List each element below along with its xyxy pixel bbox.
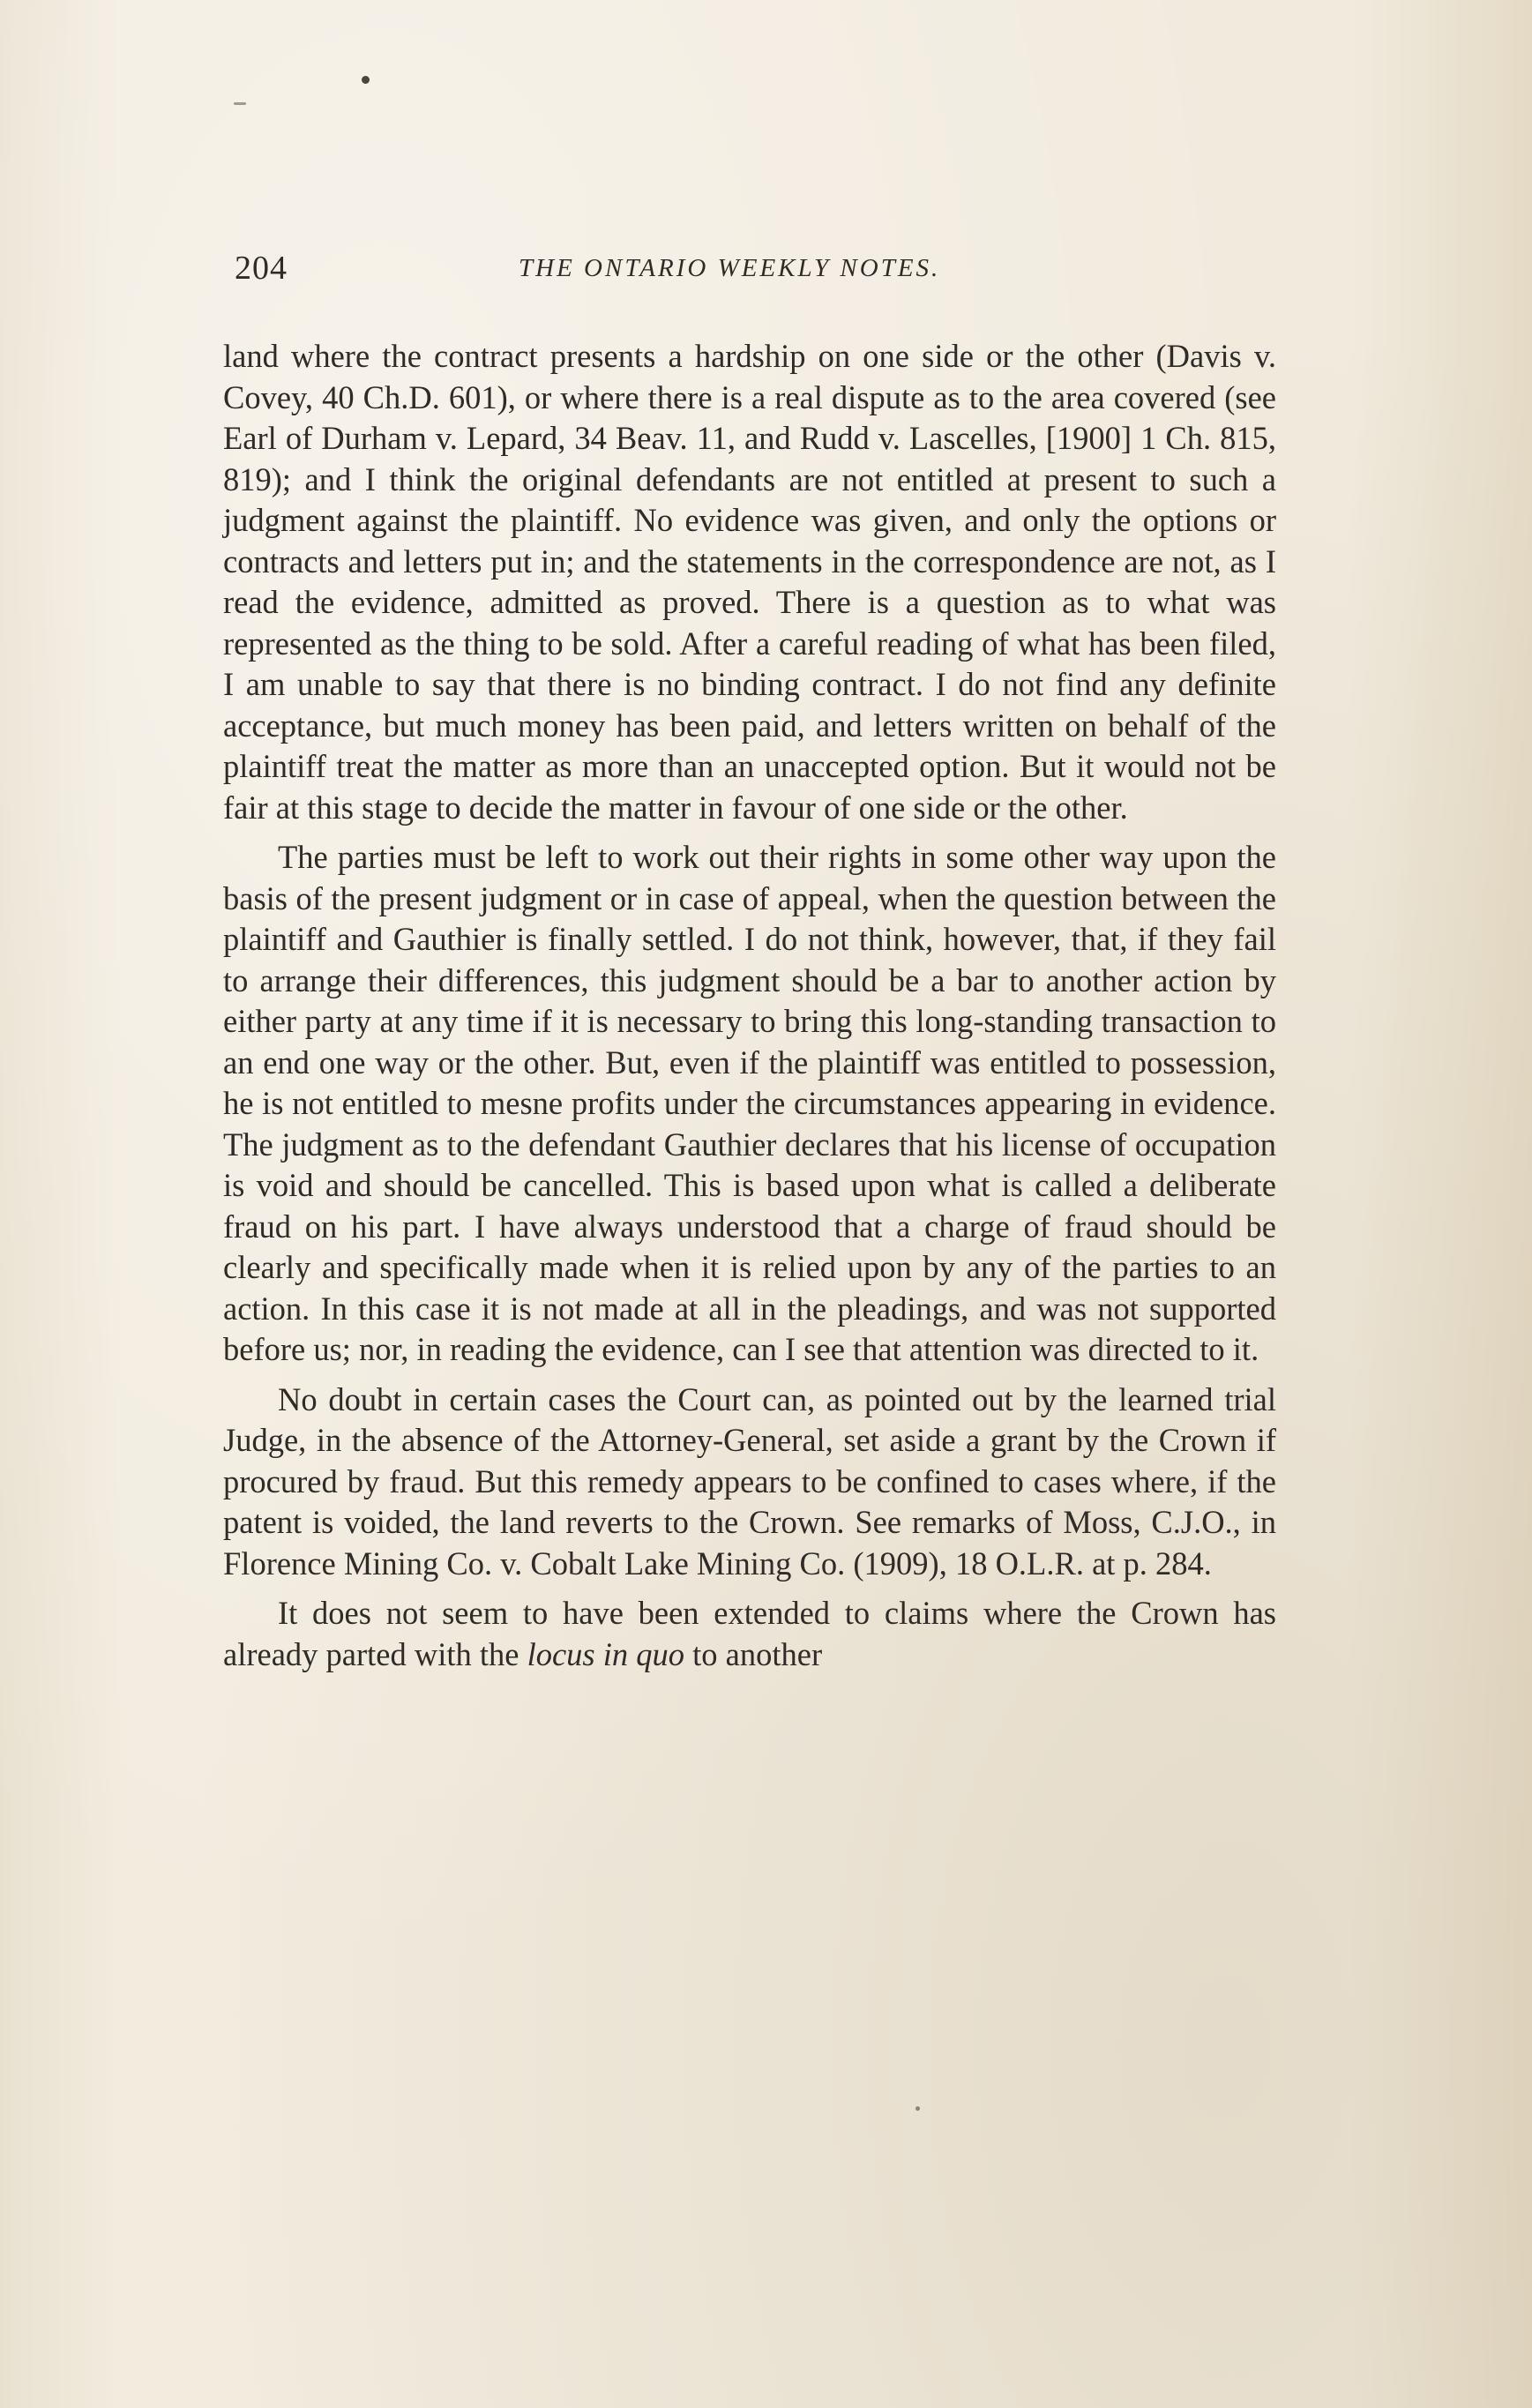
page-number: 204	[235, 250, 288, 287]
paragraph-text: to another	[684, 1635, 823, 1672]
paragraph: land where the contract presents a hardship on one side or the other (Davis v. Covey, 40 Ch.D. 601), or where there is a real dispute as to the area covered (see Earl of Durham v. Lepard, 34 Beav. 11, and Rudd v. Lascelles, [1900] 1 Ch. 815, 819); and I think the original defendants are not entitled at present to such a judgment against the plaintiff. No evidence was given, and only the options or contracts and letters put in; and the statements in the correspondence are not, as I read the evidence, admitted as proved. There is a question as to what was represented as the thing to be sold. After a careful reading of what has been filed, I am unable to say that there is no binding contract. I do not find any definite acceptance, but much money has been paid, and letters written on behalf of the plaintiff treat the matter as more than an unaccepted option. But it would not be fair at this stage to decide the matter in favour of one side or the other.	[223, 338, 1276, 826]
page-header	[235, 249, 1275, 293]
running-title: THE ONTARIO WEEKLY NOTES.	[519, 254, 941, 282]
italic-phrase: locus in quo	[527, 1635, 685, 1672]
paragraph: The parties must be left to work out their rights in some other way upon the basis of the present judgment or in case of appeal, when the question between the plaintiff and Gauthier is finally settled. I do not think, however, that, if they fail to arrange their differences, this judgment should be a bar to another action by either party at any time if it is necessary to bring this long-standing transaction to an end one way or the other. But, even if the plaintiff was entitled to possession, he is not entitled to mesne profits under the circumstances appearing in evidence. The judgment as to the defendant Gauthier declares that his license of occupation is void and should be cancelled. This is based upon what is called a deliberate fraud on his part. I have always understood that a charge of fraud should be clearly and specifically made when it is relied upon by any of the parties to an action. In this case it is not made at all in the pleadings, and was not supported before us; nor, in reading the evidence, can I see that attention was directed to it.	[223, 839, 1276, 1367]
paragraph: No doubt in certain cases the Court can, as pointed out by the learned trial Judge, in the absence of the Attorney-General, set aside a grant by the Crown if procured by fraud. But this remedy appears to be confined to cases where, if the patent is voided, the land reverts to the Crown. See remarks of Moss, C.J.O., in Florence Mining Co. v. Cobalt Lake Mining Co. (1909), 18 O.L.R. at p. 284.	[223, 1380, 1276, 1582]
body-text	[223, 336, 1276, 1675]
paragraph	[223, 1593, 1276, 1675]
paragraph-text: It does not seem to have been extended to claims where the Crown has already parted with the	[223, 1595, 1276, 1672]
